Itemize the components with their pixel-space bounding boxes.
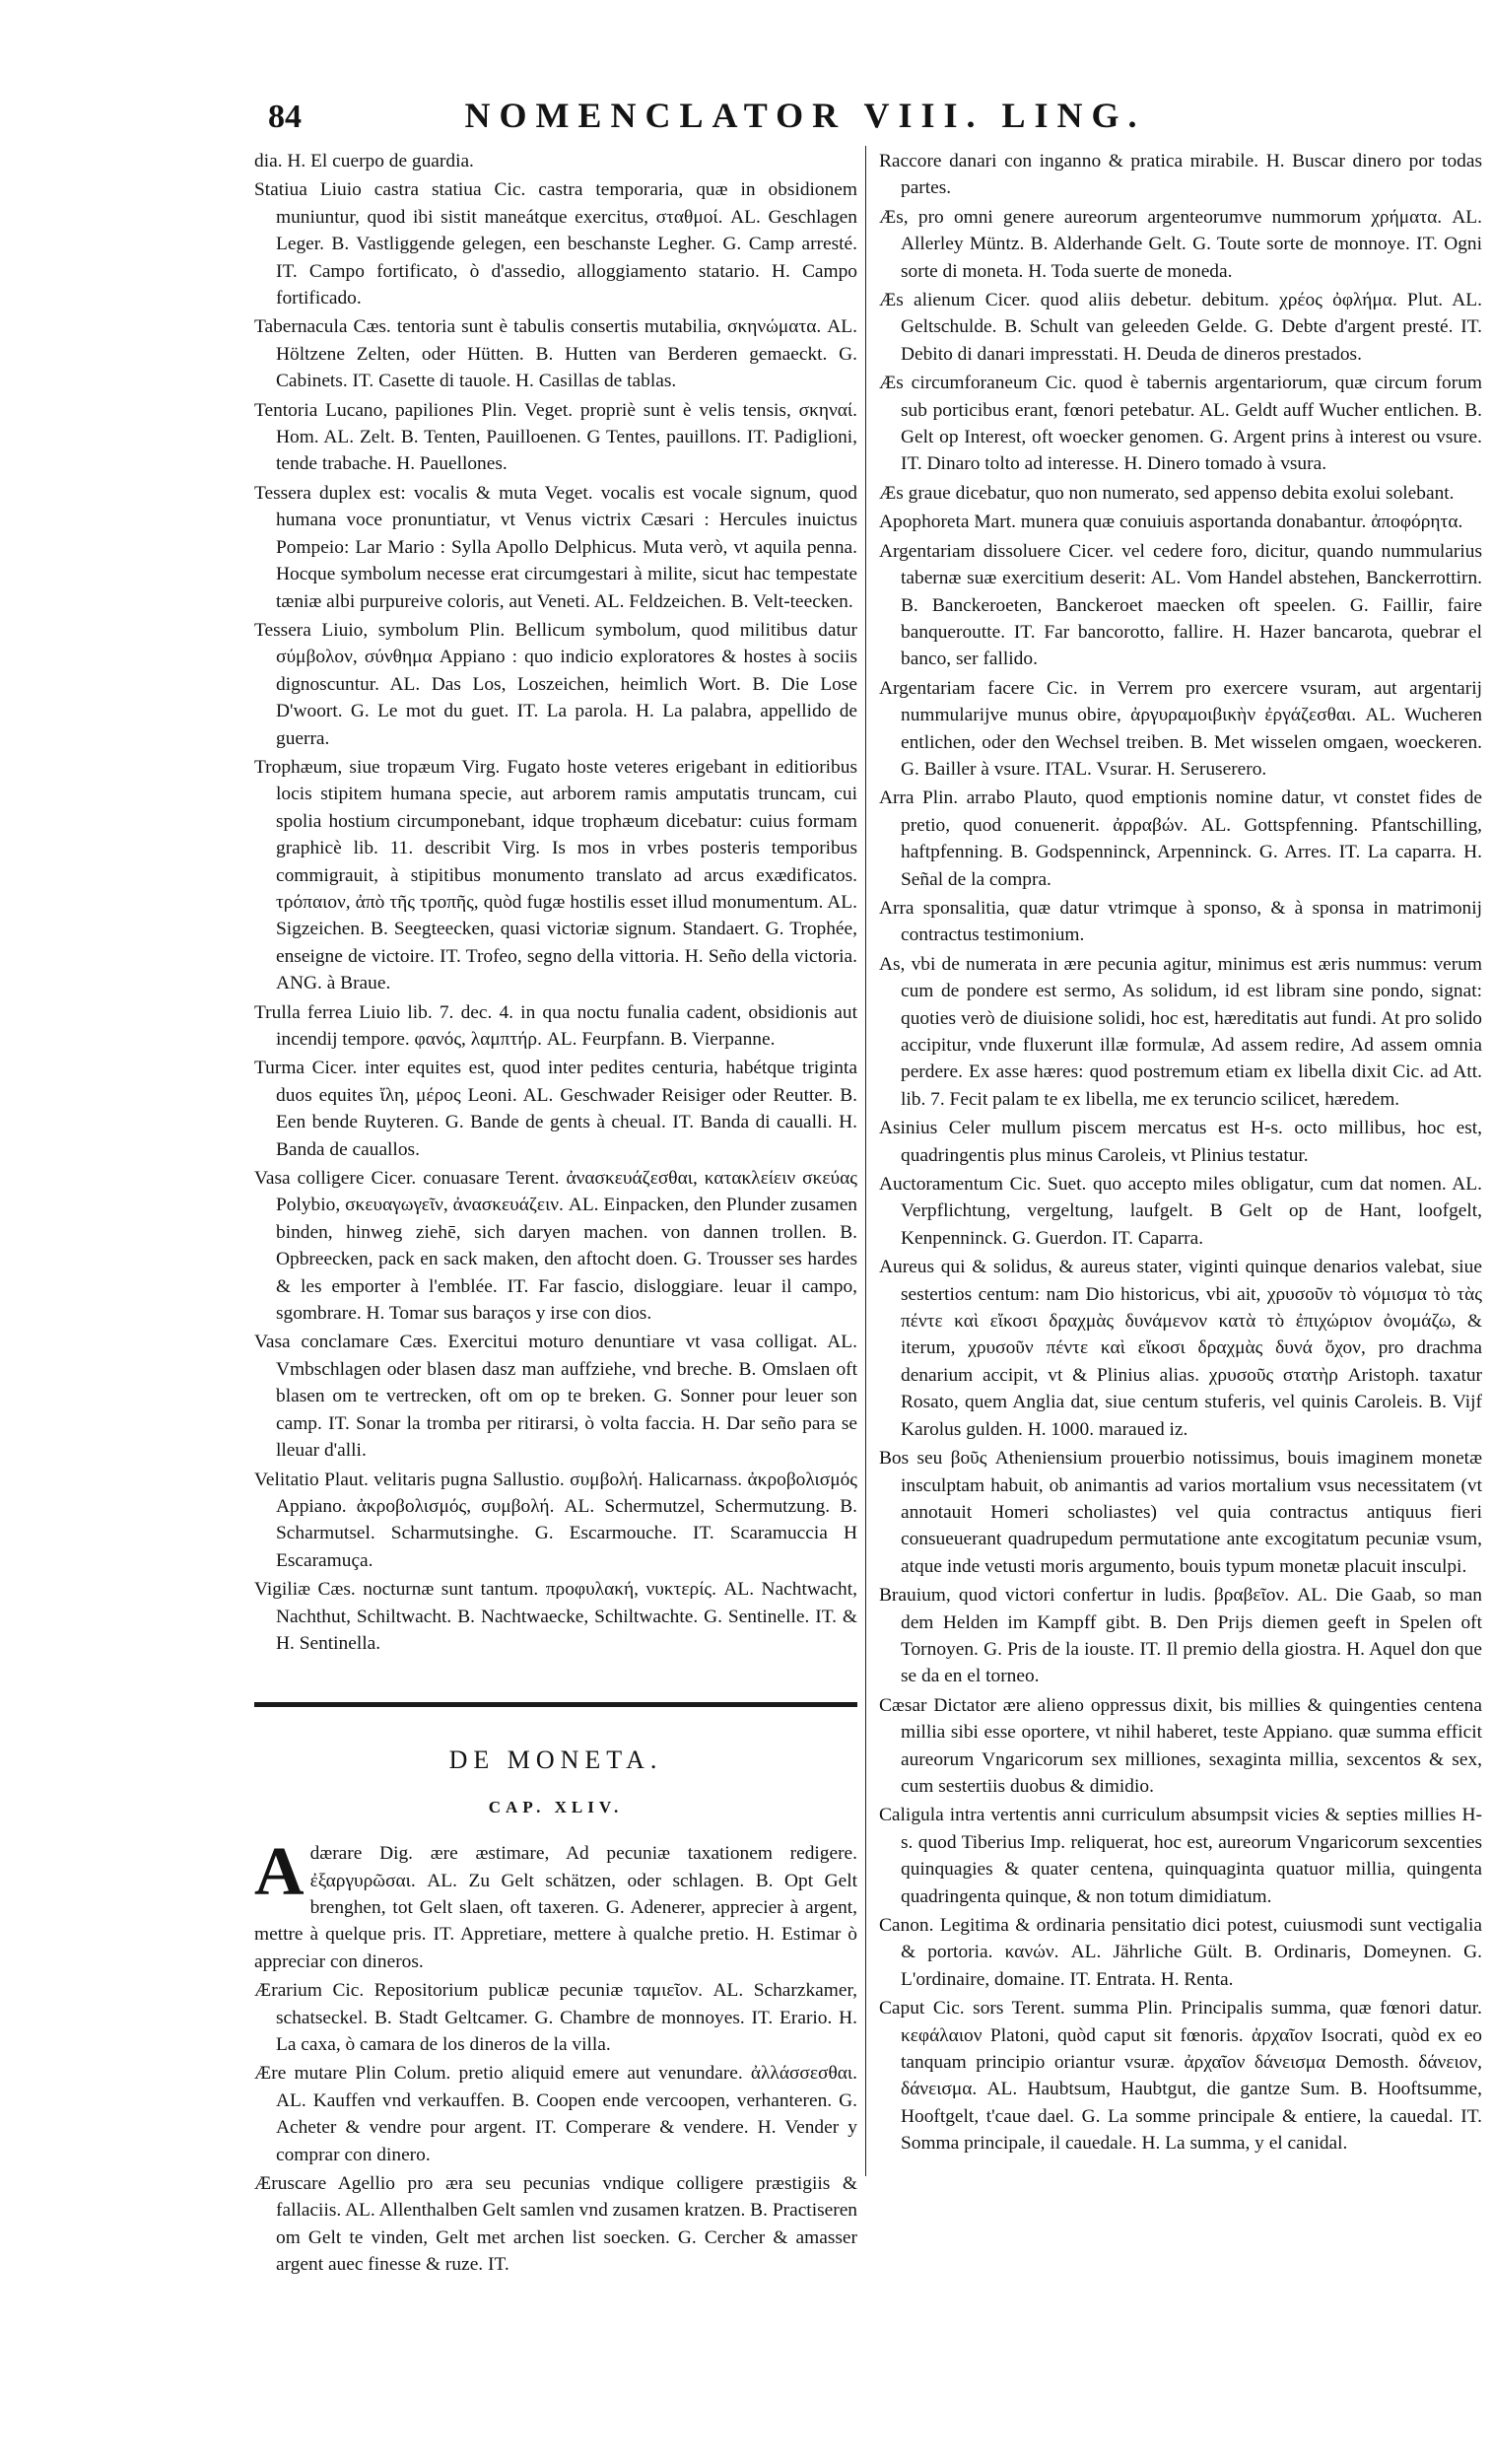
dictionary-entry: [254, 397, 857, 478]
column-divider: [865, 146, 866, 2176]
dictionary-entry: [254, 1576, 857, 1657]
entry-text: Cicer. inter equites est, quod inter pedites centuria, habétque triginta duos equites ἴλη, μέρος Leoni. AL. Geschwader Reisiger oder Reutter. B. Een bende Ruyteren. G. Bande de gents à cheual. IT. Banda di caualli. H. Banda de cauallos.: [276, 1058, 857, 1160]
entry-headword: Trulla: [254, 1001, 301, 1023]
entry-text: Legitima & ordinaria pensitatio dici potest, cuiusmodi sunt vectigalia & portoria. κανών. AL. Jährliche Gült. B. Ordinaris, Domeynen. G. L'ordinaire, domaine. IT. Entrata. H. Renta.: [901, 1915, 1482, 1990]
section-divider: [254, 1702, 857, 1707]
entry-text: alienum Cicer. quod aliis debetur. debitum. χρέος ὀφλήμα. Plut. AL. Geltschulde. B. Schult van geleeden Gelde. G. Debte d'argent presté. IT. Debito di danari impresstati. H. Deuda de dineros prestados.: [901, 290, 1482, 365]
entry-text: Lucano, papiliones Plin. Veget. propriè sunt è velis tensis, σκηναί. Hom. AL. Zelt. B. Tenten, Pauilloenen. G Tentes, pauillons. IT. Padiglioni, tende trabache. H. Pauellones.: [276, 399, 857, 475]
entry-text: qui & solidus, & aureus stater, viginti quinque denarios valebat, siue sestertios centum: nam Dio historicus, vbi ait, χρυσοῦν τὸ νόμισμα τὸ τὰς πέντε καὶ εἴκοσι δραχμὰς δυνάμενον κατὰ τὸ ἐπιχώριον ὀνομάζω, & iterum, χρυσοῦν πέντε καὶ εἴκοσι δραχμὰς δυνά ὄχον, pro drachma denarium accipit, vt & Plinius alias. χρυσοῦς στατὴρ Aristoph. taxatur Rosato, quem Anglia dat, siue centum stuferis, vel quinis Caroleis. B. Vijf Karolus gulden. H. 1000. maraued iz.: [901, 1257, 1482, 1440]
dictionary-entry: [254, 480, 857, 615]
entry-text: dia. H. El cuerpo de guardia.: [254, 151, 474, 171]
entry-headword: Auctoramentum: [879, 1174, 1004, 1196]
dictionary-entry: [254, 1329, 857, 1464]
entry-headword: Tessera: [254, 619, 311, 641]
dictionary-entry: [254, 176, 857, 311]
dictionary-entry: [879, 1445, 1482, 1580]
entry-text: conclamare Cæs. Exercitui moturo denuntiare vt vasa colligat. AL. Vmbschlagen oder blasen dasz man auffziehe, vnd breche. B. Omslaen oft blasen om te vertrecken, oft om op te breken. G. Sonner pour leuer son camp. IT. Sonar la tromba per ritirarsi, ò volta faccia. H. Dar seño para se lleuar d'alli.: [276, 1332, 857, 1462]
entry-headword: Statiua: [254, 179, 307, 201]
dictionary-entry: [254, 1467, 857, 1575]
entry-text: Dictator ære alieno oppressus dixit, bis millies & quingenties centena millia sibi esse oportere, vt nihil haberet, teste Appiano. quæ summa efficit aureorum Vngaricorum sex milliones, sexaginta millia, sexcentos & sex, cum sestertiis duobus & dimidio.: [901, 1694, 1482, 1797]
entry-text: Mart. munera quæ conuiuis asportanda donabantur. ἀποφόρητα.: [974, 512, 1463, 533]
dictionary-entry: [254, 2170, 857, 2279]
dictionary-entry: [254, 1834, 857, 1975]
entry-text: Dig. ære æstimare, Ad pecuniæ taxationem redigere. ἐξαργυρῶσαι. AL. Zu Gelt schätzen, oder schlagen. B. Opt Gelt brenghen, tot Gelt slaen, oft taxeren. G. Adenerer, apprecier à argent, mettre à quelque pris. IT. Appretiare, mettere à qualche pretio. H. Estimar ò appreciar con dineros.: [254, 1843, 857, 1972]
entry-headword-rest: dærare: [309, 1843, 380, 1865]
entry-headword: Arra: [879, 897, 915, 919]
dictionary-entry: [879, 951, 1482, 1113]
entry-text: quod victori confertur in ludis. βραβεῖον. AL. Die Gaab, so man dem Helden im Kampff gibt. B. Den Prijs diemen geeft in Spelen oft Tornoyen. G. Pris de la iouste. IT. Il premio della giostra. H. Aquel don que se da en el torneo.: [901, 1585, 1482, 1687]
entry-text: duplex est: vocalis & muta Veget. vocalis est vocale signum, quod humana voce pronuntiatur, vt Venus victrix Cæsari : Hercules inuictus Pompeio: Lar Mario : Sylla Apollo Delphicus. Muta verò, vt aquila penna. Hocque symbolum necesse erat circumgestari à milite, sicut hac tempestate tæniæ albi purpureive coloris, aut Veneti. AL. Feldzeichen. B. Velt-teecken.: [276, 482, 857, 612]
entry-text: vbi de numerata in ære pecunia agitur, minimus est æris nummus: verum cum de pondere est sermo, As solidum, id est libram sine pondo, signat: quoties verò de diuisione solidi, hoc est, hæreditatis aut fundi. At pro solido accipitur, vnde fluxerunt illæ formulæ, Ad assem redire, Ad assem omnia perdere. Ex asse hæres: quod postremum etiam ex libella dixit Cic. ad Att. lib. 7. Fecit palam te ex libella, me ex teruncio scilicet, hæredem.: [901, 953, 1482, 1110]
dictionary-entry: [879, 1115, 1482, 1169]
entry-text: mutare Plin Colum. pretio aliquid emere aut venundare. ἀλλάσσεσθαι. AL. Kauffen vnd verkauffen. B. Coopen ende vercoopen, verhanteren. G. Acheter & vendre pour argent. IT. Comperare & vendere. H. Vender y comprar con dinero.: [276, 2063, 857, 2165]
dictionary-entry: [879, 480, 1482, 507]
dictionary-entry: [879, 204, 1482, 285]
entry-text: seu βοῦς Atheniensium prouerbio notissimus, bouis imaginem monetæ insculptam habuit, ob animantis ad varios mortalium vsus necessitatem (vt annotauit Homeri scholiastes) vel quia contractus antiquus fieri consueuerant quadrupedum permutatione ante excogitatum pecuniæ vsum, atque inde vetusti moris argumento, bouis typum monetæ placuit insculpi.: [901, 1448, 1482, 1577]
dictionary-entry: [879, 895, 1482, 949]
entry-headword: Æs: [879, 373, 904, 394]
entry-text: Agellio pro æra seu pecunias vndique colligere præstigiis & fallaciis. AL. Allenthalben Gelt samlen vnd zusamen kratzen. B. Practiseren om Gelt te vinden, Gelt met archen list soecken. G. Cercher & amasser argent auec finesse & ruze. IT.: [276, 2173, 858, 2276]
drop-cap: A: [254, 1834, 305, 1911]
dictionary-entry: [254, 313, 857, 394]
entry-text: Cic. Suet. quo accepto miles obligatur, cum dat nomen. AL. Verpflichtung, vergeltung, laufgelt. B Gelt op de Hant, loofgelt, Kenpenninck. G. Guerdon. IT. Caparra.: [901, 1174, 1482, 1249]
dictionary-entry: [254, 1977, 857, 2058]
dictionary-entry: [254, 1055, 857, 1163]
entry-headword: Ærarium: [254, 1980, 322, 2002]
dictionary-entry: [879, 675, 1482, 784]
entry-text: ferrea Liuio lib. 7. dec. 4. in qua noctu funalia cadent, obsidionis aut incendij tempore. φανός, λαμπτήρ. AL. Feurpfann. B. Vierpanne.: [276, 1001, 857, 1050]
entry-headword: Bos: [879, 1448, 910, 1470]
dictionary-entry: [879, 1171, 1482, 1252]
dictionary-entry: [879, 509, 1482, 535]
dictionary-entry: [879, 148, 1482, 202]
entry-headword: Caput: [879, 1998, 925, 2019]
entry-text: Cic. sors Terent. summa Plin. Principalis summa, quæ fœnori datur. κεφάλαιον Platoni, quòd caput sit fœnoris. ἀρχαῖον Isocrati, quòd ex eo tanquam principio oriantur vsuræ. ἀρχαῖον δάνεισμα Demosth. δάνειον, δάνεισμα. AL. Haubtsum, Haubtgut, die gantze Sum. B. Hooftsumme, Hooftgelt, t'caue dael. G. La somme principale & entiere, la cauedal. IT. Somma principale, il cauedale. H. La summa, y el canidal.: [901, 1998, 1482, 2155]
entry-text: colligere Cicer. conuasare Terent. ἀνασκευάζεσθαι, κατακλείειν σκεύας Polybio, σκευαγωγεῖν, ἀνασκευάζειν. AL. Einpacken, den Plunder zusamen binden, hinweg ziehē, sich daryen machen. von dannen trollen. B. Opbreecken, pack en sack maken, den aftocht doen. G. Trousser ses hardes & les emporter à l'emblée. IT. Far fascio, disloggiare. leuar il campo, sgombrare. H. Tomar sus baraços y irse con dios.: [276, 1168, 857, 1325]
entry-headword: Caligula: [879, 1805, 944, 1826]
entry-text: dissoluere Cicer. vel cedere foro, dicitur, quando nummularius tabernæ suæ exercitium deserit: AL. Vom Handel abstehen, Banckerrottirn. B. Banckeroeten, Banckeroet maecken oft speelen. G. Faillir, faire banqueroutte. IT. Far bancorotto, fallire. H. Hazer bancarota, quebrar el banco, ser fallido.: [901, 540, 1482, 670]
entry-headword: Asinius: [879, 1118, 938, 1139]
entry-headword: Argentariam: [879, 540, 976, 562]
chapter-heading: CAP. XLIV.: [488, 1797, 624, 1816]
entry-text: Plin. arrabo Plauto, quod emptionis nomine datur, vt constet fides de pretio, quod conuenerit. ἀρραβών. AL. Gottspfenning. Pfantschilling, haftpfenning. B. Godspenninck, Arpenninck. G. Arres. IT. La caparra. H. Señal de la compra.: [901, 787, 1482, 890]
entry-headword: Brauium,: [879, 1585, 951, 1607]
dictionary-entry: [254, 148, 857, 174]
entry-text: Raccore danari con inganno & pratica mirabile. H. Buscar dinero por todas partes.: [879, 151, 1482, 199]
entry-text: pro omni genere aureorum argenteorumve nummorum χρήματα. AL. Allerley Müntz. B. Alderhande Gelt. G. Toute sorte de monnoye. IT. Ogni sorte di moneta. H. Toda suerte de moneda.: [901, 206, 1482, 282]
entry-text: Plaut. velitaris pugna Sallustio. συμβολή. Halicarnass. ἀκροβολισμός Appiano. ἀκροβολισμός, συμβολή. AL. Schermutzel, Schermutzung. B. Scharmutsel. Scharmutsinghe. G. Escarmouche. IT. Scaramuccia H Escaramuça.: [276, 1469, 857, 1571]
entry-headword: Apophoreta: [879, 512, 970, 533]
page-number: 84: [268, 99, 302, 135]
entry-headword: Turma: [254, 1058, 305, 1079]
entry-headword: Æruscare: [254, 2173, 327, 2195]
entry-text: Liuio, symbolum Plin. Bellicum symbolum, quod militibus datur σύμβολον, σύνθημα Appiano : quo indicio exploratores & hostes à sociis dignoscuntur. AL. Das Los, Loszeichen, heimlich Wort. B. Die Lose D'woort. G. Le mot du guet. IT. La parola. H. La palabra, appellido de guerra.: [276, 619, 857, 749]
entry-headword: Argentariam: [879, 677, 976, 699]
entry-headword: Tabernacula: [254, 316, 348, 338]
entry-text: Cic. Repositorium publicæ pecuniæ ταμιεῖον. AL. Scharzkamer, schatseckel. B. Stadt Geltcamer. G. Chambre de monnoyes. IT. Erario. H. La caxa, ò camara de los dineros de la villa.: [276, 1980, 857, 2055]
dictionary-entry: [254, 2060, 857, 2168]
entry-text: intra vertentis anni curriculum absumpsit vicies & septies millies H-s. quod Tiberius Imp. reliquerat, hoc est, aureorum Vngaricorum sexcenties quinquagies & quater centena, quinquaginta quatuor millia, quingenta quadringenta quinque, & non totum dimidiatum.: [901, 1805, 1482, 1907]
entry-headword: Tentoria: [254, 399, 318, 421]
page-header: [268, 95, 1254, 146]
entry-headword: Æs: [879, 290, 904, 311]
entry-headword: Vigiliæ: [254, 1579, 311, 1601]
entry-headword: Vasa: [254, 1332, 291, 1353]
dictionary-entry: [879, 538, 1482, 673]
entry-headword: Tessera: [254, 482, 311, 504]
section-title: DE MONETA.: [448, 1745, 663, 1775]
dictionary-entry: [879, 370, 1482, 478]
entry-text: Celer mullum piscem mercatus est H-s. octo millibus, hoc est, quadringentis plus minus Caroleis, vt Plinius testatur.: [901, 1118, 1482, 1166]
dictionary-entry: [879, 1254, 1482, 1443]
moneta-entries: [254, 1834, 858, 2279]
dictionary-entry: [879, 1912, 1482, 1993]
entry-headword: Arra: [879, 787, 915, 809]
left-column: [254, 148, 857, 2281]
dictionary-entry: [879, 1582, 1482, 1690]
dictionary-entry: [254, 754, 857, 997]
entry-headword: Æs: [879, 482, 904, 504]
entry-headword: Vasa: [254, 1168, 291, 1190]
entry-text: circumforaneum Cic. quod è tabernis argentariorum, quæ circum forum sub porticibus erant, fœnori petebatur. AL. Geldt auff Wucher entlichen. B. Gelt op Interest, oft woecker genomen. G. Argent prins à interest ou vsure. IT. Dinaro tolto ad interesse. H. Dinero tomado à vsura.: [901, 373, 1482, 475]
dictionary-entry: [879, 1692, 1482, 1801]
dictionary-entry: [879, 785, 1482, 893]
entry-headword: Cæsar: [879, 1694, 927, 1716]
dictionary-entry: [879, 1802, 1482, 1910]
entry-headword: Æs,: [879, 206, 909, 228]
dictionary-entry: [254, 1165, 857, 1327]
dictionary-entry: [879, 1995, 1482, 2156]
entry-text: sponsalitia, quæ datur vtrimque à sponso, & à sponsa in matrimonij contractus testimonium.: [901, 897, 1482, 946]
running-title: NOMENCLATOR VIII. LING.: [464, 96, 1146, 135]
entry-text: facere Cic. in Verrem pro exercere vsuram, aut argentarij nummularijve munus obire, ἀργυραμοιβικὴν ἐργάζεσθαι. AL. Wucheren entlichen, oder den Wechsel treiben. B. Met wisselen omgaen, woeckeren. G. Bailler à vsure. ITAL. Vsurar. H. Seruserero.: [901, 677, 1482, 780]
left-entries: [254, 148, 857, 1657]
entry-headword: Trophæum,: [254, 756, 343, 778]
entry-headword: Velitatio: [254, 1469, 319, 1490]
right-entries: [879, 148, 1482, 2157]
dictionary-entry: [254, 617, 857, 752]
entry-text: graue dicebatur, quo non numerato, sed appenso debita exolui solebant.: [908, 482, 1455, 504]
entry-headword: Ære: [254, 2063, 287, 2085]
right-column: [879, 148, 1482, 2159]
dictionary-entry: [879, 287, 1482, 368]
entry-text: Cæs. nocturnæ sunt tantum. προφυλακή, νυκτερίς. AL. Nachtwacht, Nachthut, Schiltwacht. B. Nachtwaecke, Schiltwachte. G. Sentinelle. IT. & H. Sentinella.: [276, 1579, 857, 1654]
entry-text: Cæs. tentoria sunt è tabulis consertis mutabilia, σκηνώματα. AL. Höltzene Zelten, oder Hütten. B. Hutten van Berderen gemaeckt. G. Cabinets. IT. Casette di tauole. H. Casillas de tablas.: [276, 316, 857, 392]
entry-headword: As,: [879, 953, 906, 975]
entry-headword: Canon.: [879, 1915, 934, 1936]
entry-text: Liuio castra statiua Cic. castra temporaria, quæ in obsidionem muniuntur, quod ibi sistit maneátque exercitus, σταθμοί. AL. Geschlagen Leger. B. Vastliggende gelegen, een beschanste Legher. G. Camp arresté. IT. Campo fortificato, ò d'assedio, alloggiamento statario. H. Campo fortificado.: [276, 179, 858, 309]
entry-text: siue tropæum Virg. Fugato hoste veteres erigebant in editioribus locis stipitem humana specie, aut arborem ramis amputatis truncam, cui spolia hostium circumponebant, idque trophæum dicebatur: cuius formam graphicè lib. 11. describit Virg. Is mos in vrbes posteris temporibus commigrauit, à stipitibus monumento translato ad arcus exædificatos. τρόπαιον, ἀπὸ τῆς τροπῆς, quòd fugæ hostilis esset illud monumentum. AL. Sigzeichen. B. Seegteecken, quasi victoriæ signum. Standaert. G. Trophée, enseigne de victoire. IT. Trofeo, segno della vittoria. H. Seño della victoria. ANG. à Braue.: [276, 756, 857, 994]
entry-headword: Aureus: [879, 1257, 935, 1278]
dictionary-entry: [254, 999, 857, 1054]
